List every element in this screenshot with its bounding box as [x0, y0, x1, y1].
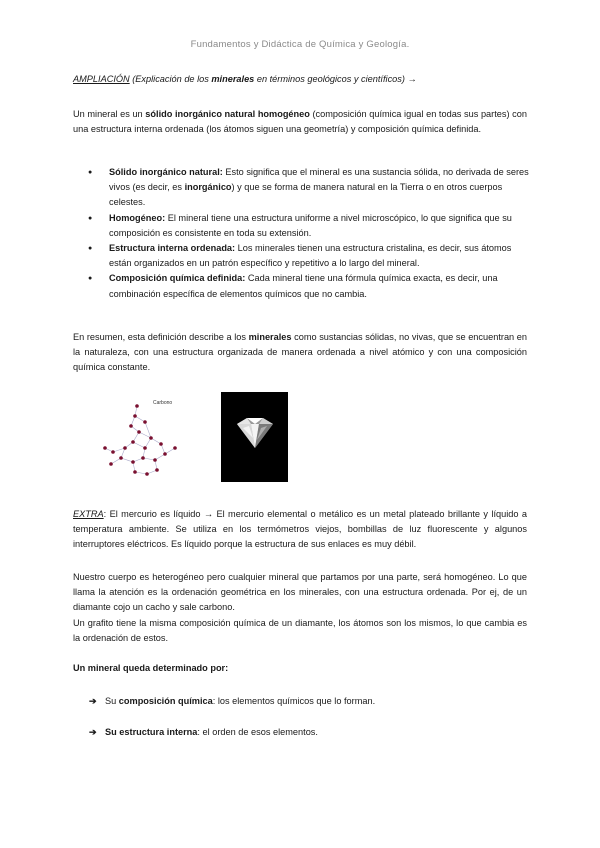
ampliacion-caption-post: en términos geológicos y científicos) →	[254, 74, 417, 84]
bullet-item	[73, 271, 533, 301]
page-header: Fundamentos y Didáctica de Química y Geología.	[190, 39, 410, 50]
lattice-atoms	[103, 404, 177, 476]
body-cuerpo-text: Nuestro cuerpo es heterogéneo pero cualquier mineral que partamos por una parte, será homogéneo. Lo que llama la atención es la ordenación geométrica en los minerales, con una estructura ordenada. Por ej, de un diamante cojo un cacho y sale carbono.	[73, 572, 527, 613]
determined-item	[89, 694, 375, 709]
definition-bullets	[73, 165, 533, 302]
definition-bold: sólido inorgánico natural homogéneo	[145, 109, 310, 119]
bullet-item	[73, 241, 533, 271]
body-grafito-text: Un grafito tiene la misma composición química de un diamante, los átomos son los mismos, lo que cambia es la ordenación de estos.	[73, 618, 527, 644]
determined-bold: Su estructura interna	[105, 727, 198, 737]
summary-text-1: En resumen, esta definición describe a los	[73, 332, 249, 342]
carbon-lattice-figure	[95, 392, 190, 482]
ampliacion-heading	[73, 72, 527, 87]
bullet-term: Sólido inorgánico natural:	[109, 167, 223, 177]
bullet-item	[73, 165, 533, 211]
extra-text: : El mercurio es líquido → El mercurio elemental o metálico es un metal plateado brillante y líquido a temperatura ambiente. Se utiliza en los termómetros viejos, bombillas de luz fluorescente y algunos interruptores eléctricos. Es líquido porque la estructura de sus enlaces es muy débil.	[73, 509, 527, 550]
determined-title-text: Un mineral queda determinado por:	[73, 663, 229, 673]
definition-paragraph	[73, 107, 527, 137]
determined-item	[89, 725, 318, 740]
bullet-text: Cada mineral tiene una fórmula química exacta, es decir, una combinación específica de elementos químicos que no cambia.	[109, 273, 498, 299]
determined-pre: Su	[105, 696, 119, 706]
summary-text-2: como sustancias sólidas, no vivas, que se encuentran en la naturaleza, con una estructura organizada de manera ordenada a nivel atómico y con una composición química constante.	[73, 332, 527, 373]
definition-text-2: (composición química igual en todas sus partes) con una estructura interna ordenada (los átomos siguen una geometría) y composición química definida.	[73, 109, 527, 135]
arrow-right-icon: ➔	[89, 696, 97, 706]
definition-text-1: Un mineral es un	[73, 109, 146, 119]
bullet-bold-mid: inorgánico	[184, 182, 232, 193]
ampliacion-caption-pre: (Explicación de los	[132, 74, 212, 84]
determined-post: : el orden de esos elementos.	[197, 727, 318, 737]
body-paragraph-grafito	[73, 616, 527, 646]
body-paragraph-cuerpo	[73, 570, 527, 616]
arrow-right-icon: ➔	[89, 727, 97, 737]
extra-paragraph	[73, 507, 527, 553]
bullet-term: Homogéneo:	[109, 212, 166, 223]
carbon-label: Carbono	[153, 400, 173, 406]
bullet-term: Composición química definida:	[109, 273, 246, 284]
determined-bold: composición química	[118, 696, 213, 706]
bullet-text: Esto significa que el mineral es una sustancia sólida, no derivada de seres vivos (es decir, es	[109, 167, 529, 193]
bullet-text-b: ) y que se forma de manera natural en la Tierra o en otros cuerpos celestes.	[109, 182, 503, 208]
ampliacion-caption-bold: minerales	[211, 74, 255, 84]
lattice-bonds	[105, 406, 175, 474]
summary-paragraph	[73, 330, 527, 376]
determined-post: : los elementos químicos que lo forman.	[212, 696, 376, 706]
ampliacion-label: AMPLIACIÓN	[73, 74, 130, 84]
bullet-item	[73, 211, 533, 241]
extra-label: EXTRA	[73, 509, 104, 519]
bullet-text: Los minerales tienen una estructura cristalina, es decir, sus átomos están organizados en un patrón específico y repetitivo a lo largo del mineral.	[109, 243, 512, 269]
bullet-term: Estructura interna ordenada:	[109, 243, 236, 254]
bullet-text: El mineral tiene una estructura uniforme a nivel microscópico, lo que significa que su composición es consistente en toda su extensión.	[109, 212, 512, 238]
determined-title	[73, 661, 527, 676]
diamond-image	[221, 392, 288, 482]
summary-bold: minerales	[248, 332, 292, 342]
